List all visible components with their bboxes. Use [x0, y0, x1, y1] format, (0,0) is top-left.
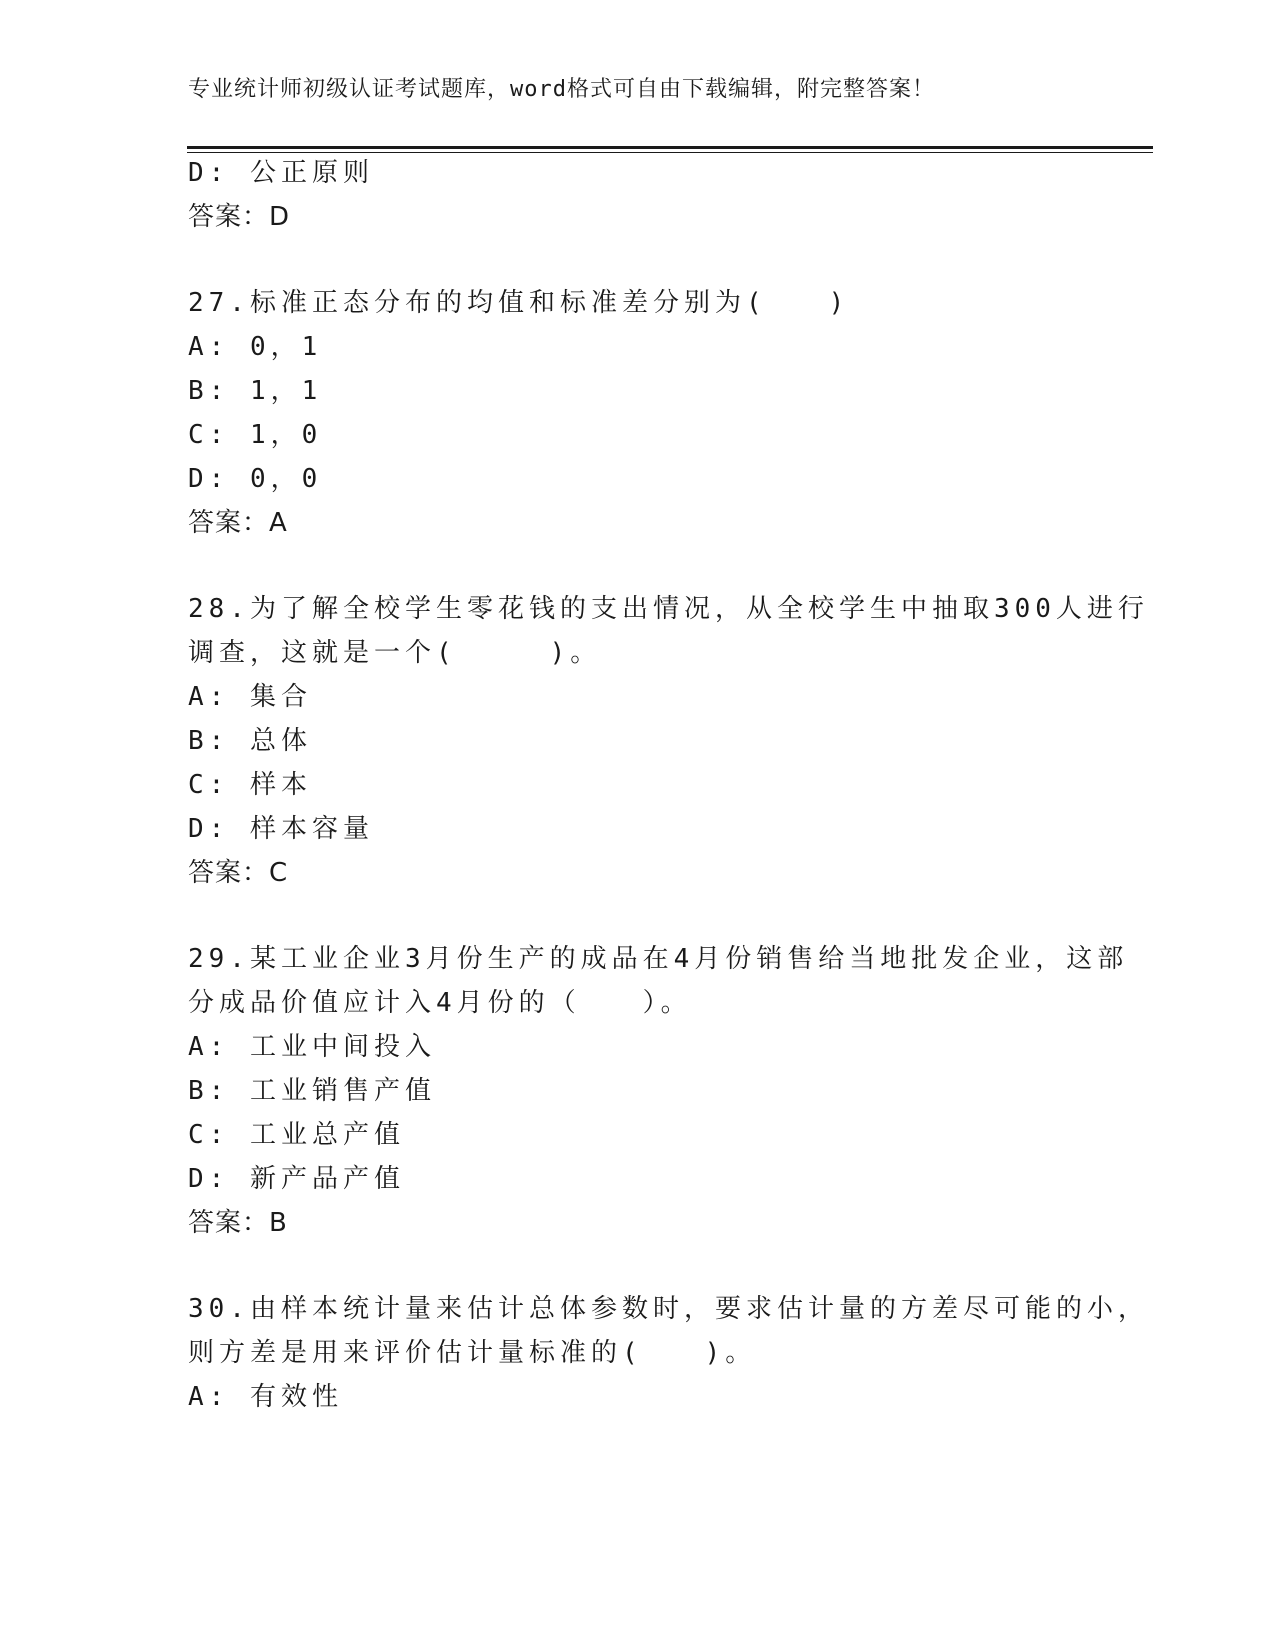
q30-option-a: A: 有效性 — [188, 1382, 343, 1412]
q27-option-c: C: 1，0 — [188, 420, 323, 450]
q29-stem-line2: 分成品价值应计入4月份的（ ）。 — [188, 988, 692, 1018]
q28-option-d: D: 样本容量 — [188, 814, 374, 844]
q29-option-d: D: 新产品产值 — [188, 1164, 405, 1194]
q29-option-b: B: 工业销售产值 — [188, 1076, 436, 1106]
page-header: 专业统计师初级认证考试题库，word格式可自由下载编辑，附完整答案！ — [188, 77, 935, 102]
q28-answer: 答案：C — [188, 858, 289, 888]
prev-answer: 答案：D — [188, 202, 291, 232]
q27-answer: 答案：A — [188, 508, 288, 538]
q28-stem-line2: 调查，这就是一个( )。 — [188, 638, 602, 668]
header-rule-thick — [187, 146, 1153, 149]
q27-stem: 27.标准正态分布的均值和标准差分别为( ) — [188, 288, 850, 318]
q28-option-b: B: 总体 — [188, 726, 312, 756]
q29-answer: 答案：B — [188, 1208, 288, 1238]
q29-stem-line1: 29.某工业企业3月份生产的成品在4月份销售给当地批发企业，这部 — [188, 944, 1129, 974]
q28-option-a: A: 集合 — [188, 682, 312, 712]
q29-option-c: C: 工业总产值 — [188, 1120, 405, 1150]
q27-option-d: D: 0，0 — [188, 464, 323, 494]
q27-option-b: B: 1，1 — [188, 376, 323, 406]
q30-stem-line2: 则方差是用来评价估计量标准的( )。 — [188, 1338, 757, 1368]
header-rule-thin — [187, 152, 1153, 153]
q30-stem-line1: 30.由样本统计量来估计总体参数时，要求估计量的方差尽可能的小， — [188, 1294, 1149, 1324]
q28-option-c: C: 样本 — [188, 770, 312, 800]
prev-option-d: D: 公正原则 — [188, 158, 374, 188]
q28-stem-line1: 28.为了解全校学生零花钱的支出情况，从全校学生中抽取300人进行 — [188, 594, 1149, 624]
q29-option-a: A: 工业中间投入 — [188, 1032, 436, 1062]
q27-option-a: A: 0，1 — [188, 332, 323, 362]
